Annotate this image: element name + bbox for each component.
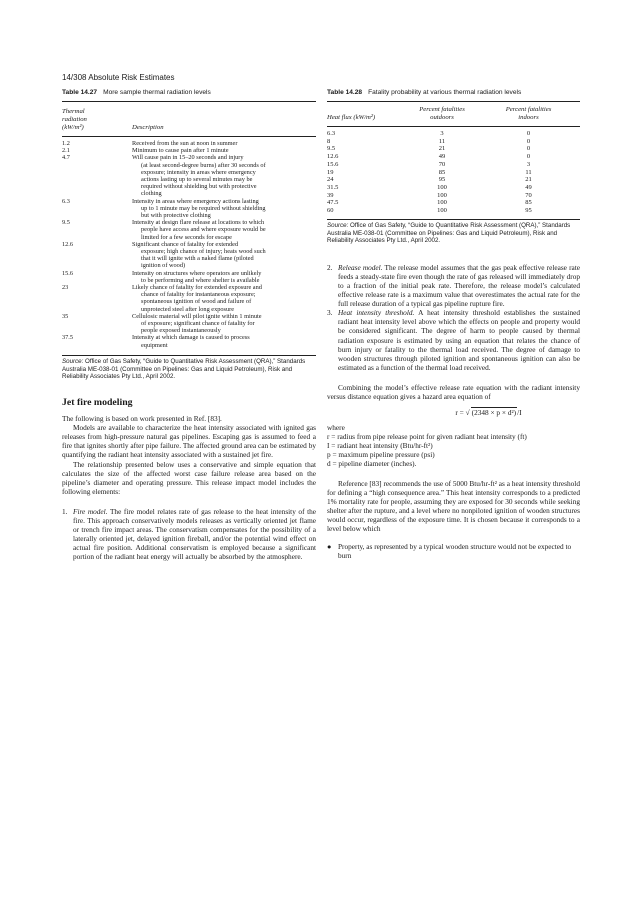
bullet-symbol: ● xyxy=(327,542,332,552)
table-28-label: Table 14.28 xyxy=(327,89,363,96)
table-27-title: More sample thermal radiation levels xyxy=(103,89,211,96)
description-line: Likely chance of fatality for extended exposure and xyxy=(132,284,262,292)
col2-header-line: outdoors xyxy=(430,114,454,121)
table-row xyxy=(327,192,580,200)
description-line: Will cause pain in 15–20 seconds and injury xyxy=(132,154,244,162)
col2-header-line: Percent fatalities xyxy=(419,106,465,113)
description-line: exposure; high chance of injury; heats wood such xyxy=(141,248,266,256)
table-28-col2-header xyxy=(407,106,477,122)
table-28-header xyxy=(327,102,580,126)
description-line: Cellulosic material will pilot ignite within 1 minute xyxy=(132,312,262,320)
table-27-label: Table 14.27 xyxy=(62,89,98,96)
description-line: to be performing and where shelter is available xyxy=(141,276,260,284)
description-line: of exposure; significant chance of fatality for xyxy=(141,320,255,328)
heat-flux-cell: 60 xyxy=(327,207,334,215)
description-line: Significant chance of fatality for extended xyxy=(132,240,239,248)
description-line: Received from the sun at noon in summer xyxy=(132,140,238,147)
list-title: Heat intensity threshold. xyxy=(338,308,415,318)
table-row xyxy=(327,199,580,207)
description-line: Intensity in areas where emergency actions lasting xyxy=(132,197,259,205)
bullet-text: Property, as represented by a typical wooden structure would not be expected to burn xyxy=(338,542,572,561)
list-text xyxy=(338,308,580,371)
description-line: required without shielding but with protective xyxy=(141,183,257,191)
list-text xyxy=(73,507,316,561)
indoor-fatality-cell: 85 xyxy=(525,199,532,207)
description-line: actions lasting up to several minutes may be xyxy=(141,176,253,184)
body-paragraph: The following is based on work presented in Ref. [83]. xyxy=(62,414,222,424)
equation-rhs: /I xyxy=(517,407,522,417)
table-row xyxy=(327,169,580,177)
sqrt-symbol: √ xyxy=(465,407,470,417)
heat-flux-cell: 8 xyxy=(327,137,331,145)
outdoor-fatality-cell: 70 xyxy=(438,160,446,168)
radiation-value: 12.6 xyxy=(62,240,74,248)
description-line: people exposed instantaneously xyxy=(141,327,221,335)
description-line: clothing xyxy=(141,190,162,198)
table-28-col3-header xyxy=(477,106,580,122)
outdoor-fatality-cell: 100 xyxy=(437,191,447,199)
table-row xyxy=(327,184,580,192)
indoor-fatality-cell: 11 xyxy=(525,168,532,176)
table-row xyxy=(62,270,316,284)
heat-flux-cell: 31.5 xyxy=(327,183,339,191)
source-label: Source: xyxy=(62,357,84,365)
table-28-caption xyxy=(327,89,580,96)
outdoor-fatality-cell: 21 xyxy=(438,145,446,153)
source-text: Office of Gas Safety, “Guide to Quantitative Risk Assessment (QRA),” Standards Australia ME-038-01 (Committee on Pipelines: Gas and Liquid Petroleum), Risk and Reliability Associates Pty Ltd., April 2002. xyxy=(62,357,306,381)
description-line: up to 1 minute may be required without shielding xyxy=(141,204,266,212)
where-label: where xyxy=(327,422,345,432)
table-27-col1-header xyxy=(62,108,132,132)
hazard-area-equation xyxy=(327,407,580,417)
description-line: equipment xyxy=(141,341,168,349)
indoor-fatality-cell: 3 xyxy=(526,160,531,168)
equation-lhs: r = xyxy=(455,407,466,417)
table-27-header xyxy=(62,102,316,136)
description-line: that it will ignite with a naked flame (piloted xyxy=(141,255,254,263)
section-heading: Jet fire modeling xyxy=(62,397,133,409)
col1-header-line: (kW/m²) xyxy=(62,124,84,131)
description-line: people have access and where exposure would be xyxy=(141,226,266,234)
list-body: The fire model relates rate of gas release to the heat intensity of the fire. This approach conservatively models releases as vertically oriented jet flame or trench fire impact areas. The conservatism compensates for the possibility of a laterally oriented jet, delayed ignition fireball, and/or the potential wind effect on actual fire position. Additional conservatism is employed because a significant portion of the radiant heat energy will actually be absorbed by the atmosphere. xyxy=(73,506,316,561)
table-row xyxy=(327,138,580,146)
col1-header-line: Thermal xyxy=(62,108,85,115)
table-row xyxy=(62,154,316,197)
reference-paragraph: Reference [83] recommends the use of 5000 Btu/hr-ft² as a heat intensity threshold for defining a “high consequence area.” This heat intensity corresponds to a predicted 1% mortality rate for people, assuming they are exposed for 30 seconds while seeking shelter after the rupture, and a level where no nonpiloted ignition of wooden structures would occur, regardless of the exposure time. It is chosen because it corresponds to a level below which xyxy=(327,479,580,534)
description-cell xyxy=(132,334,316,348)
heat-flux-cell: 9.5 xyxy=(327,145,336,153)
description-cell xyxy=(132,198,316,220)
table-row xyxy=(62,219,316,241)
indoor-fatality-cell: 0 xyxy=(526,145,531,153)
table-row xyxy=(62,147,316,154)
table-row xyxy=(327,145,580,153)
list-number: 2. xyxy=(327,263,333,273)
table-row xyxy=(327,153,580,161)
col3-header-line: indoors xyxy=(518,114,539,121)
table-row xyxy=(62,334,316,348)
col1-header-line: radiation xyxy=(62,116,87,123)
definition-line: r = radius from pipe release point for given radiant heat intensity (ft) xyxy=(327,431,527,441)
outdoor-fatality-cell: 3 xyxy=(440,130,444,137)
description-cell xyxy=(132,140,316,147)
heat-flux-cell: 24 xyxy=(327,176,334,184)
radiation-value: 2.1 xyxy=(62,147,70,155)
list-item xyxy=(327,263,580,308)
table-row xyxy=(62,284,316,313)
description-line: spontaneous ignition of wood and failure of xyxy=(141,298,252,306)
outdoor-fatality-cell: 11 xyxy=(438,137,446,145)
description-line: (at least second-degree burns) after 30 seconds of xyxy=(141,161,266,169)
radiation-value: 35 xyxy=(62,312,69,320)
list-title: Fire model. xyxy=(73,506,108,516)
outdoor-fatality-cell: 100 xyxy=(437,207,447,215)
body-paragraph: The relationship presented below uses a conservative and simple equation that calculates the size of the affected worst case failure release area based on the pipeline’s diameter and operating pressure. This release impact model includes the following elements: xyxy=(62,459,316,496)
table-28-source xyxy=(327,222,580,245)
description-cell xyxy=(132,147,316,154)
table-27-col2-header: Description xyxy=(132,124,164,131)
description-cell xyxy=(132,154,316,197)
description-line: Intensity at which damage is caused to process xyxy=(132,334,250,342)
list-item xyxy=(62,507,316,561)
definition-line: d = pipeline diameter (inches). xyxy=(327,458,417,468)
bullet-item xyxy=(327,542,580,560)
indoor-fatality-cell: 95 xyxy=(525,207,532,215)
indoor-fatality-cell: 70 xyxy=(525,191,532,199)
outdoor-fatality-cell: 100 xyxy=(437,199,447,207)
table-row xyxy=(327,207,580,215)
outdoor-fatality-cell: 95 xyxy=(438,176,446,184)
description-line: Intensity at design flare release at locations to which xyxy=(132,219,265,227)
description-cell xyxy=(132,241,316,270)
source-label: Source: xyxy=(327,221,349,229)
radiation-value: 4.7 xyxy=(62,154,70,162)
equation-radicand: (2348 × p × d²) xyxy=(471,407,517,417)
table-27-source xyxy=(62,358,316,381)
indoor-fatality-cell: 0 xyxy=(526,130,531,137)
description-line: Minimum to cause pain after 1 minute xyxy=(132,147,229,155)
heat-flux-cell: 39 xyxy=(327,191,334,199)
table-28-title: Fatality probability at various thermal radiation levels xyxy=(368,89,522,96)
description-line: limited for a few seconds for escape xyxy=(141,233,232,241)
description-cell xyxy=(132,284,316,313)
table-row xyxy=(327,176,580,184)
heat-flux-cell: 19 xyxy=(327,168,334,176)
description-line: chance of fatality for instantaneous exposure; xyxy=(141,291,256,299)
outdoor-fatality-cell: 49 xyxy=(438,153,446,161)
body-paragraph: Models are available to characterize the heat intensity associated with ignited gas releases from high-pressure natural gas pipelines. Escaping gas is assumed to feed a fire that ignites shortly after pipe failure. The affected ground area can be estimated by quantifying the radiant heat intensity associated with a sustained jet fire. xyxy=(62,423,316,460)
list-number: 1. xyxy=(62,506,68,516)
list-text xyxy=(338,263,580,308)
indoor-fatality-cell: 0 xyxy=(526,153,531,161)
table-28-bottom-rule xyxy=(327,219,580,220)
radiation-value: 15.6 xyxy=(62,269,74,277)
list-number: 3. xyxy=(327,308,333,318)
table-row xyxy=(327,130,580,138)
description-line: Intensity on structures where operators are unlikely xyxy=(132,269,262,277)
table-row xyxy=(62,198,316,220)
definition-line: p = maximum pipeline pressure (psi) xyxy=(327,449,435,459)
description-line: ignition of wood) xyxy=(141,262,186,270)
radiation-value: 9.5 xyxy=(62,219,70,227)
heat-flux-cell: 6.3 xyxy=(327,130,336,137)
description-line: but with protective clothing xyxy=(141,212,211,220)
indoor-fatality-cell: 49 xyxy=(525,183,532,191)
running-head: 14/308 Absolute Risk Estimates xyxy=(62,73,175,82)
definition-line: I = radiant heat intensity (Btu/hr-ft²) xyxy=(327,440,433,450)
equation-intro: Combining the model’s effective release rate equation with the radiant intensity versus distance equation gives a hazard area equation of xyxy=(327,382,580,401)
table-row xyxy=(62,241,316,270)
table-row xyxy=(327,161,580,169)
description-line: exposure; intensity in areas where emergency xyxy=(141,168,256,176)
table-28-col1-header: Heat flux (kW/m²) xyxy=(327,114,376,121)
description-line: unprotected steel after long exposure xyxy=(141,305,235,313)
description-cell xyxy=(132,313,316,335)
list-body: The release model assumes that the gas peak effective release rate feeds a steady-state fire even though the rate of gas released will immediately drop to a fraction of the initial peak rate. Therefore, the release model’s calculated effective release rate is a maximum value that overestimates the actual rate for the full release duration of a typical gas pipeline rupture fire. xyxy=(338,263,580,309)
table-row xyxy=(62,140,316,147)
list-title: Release model. xyxy=(338,263,383,273)
table-row xyxy=(62,313,316,335)
table-27-body xyxy=(62,137,316,355)
table-28-body xyxy=(327,127,580,219)
list-item xyxy=(327,308,580,371)
outdoor-fatality-cell: 85 xyxy=(438,168,446,176)
list-body: A heat intensity threshold establishes the sustained radiant heat intensity level above which the effects on people and property would be considered significant. The degree of harm to people caused by thermal radiation exposure is estimated by using an equation that relates the chance of burn injury or fatality to the thermal load received. The degree of damage to wooden structures through piloted ignition and spontaneous ignition can also be estimated as a function of the thermal load received. xyxy=(338,308,580,372)
radiation-value: 23 xyxy=(62,284,69,292)
heat-flux-cell: 47.5 xyxy=(327,199,339,207)
heat-flux-cell: 12.6 xyxy=(327,153,339,161)
col3-header-line: Percent fatalities xyxy=(505,106,552,113)
heat-flux-cell: 15.6 xyxy=(327,160,339,168)
description-cell xyxy=(132,270,316,284)
outdoor-fatality-cell: 100 xyxy=(437,183,447,191)
indoor-fatality-cell: 0 xyxy=(526,137,531,145)
left-column xyxy=(62,89,316,561)
spacer xyxy=(327,245,580,263)
right-column xyxy=(327,89,580,560)
description-cell xyxy=(132,219,316,241)
radiation-value: 1.2 xyxy=(62,140,70,147)
indoor-fatality-cell: 21 xyxy=(525,176,532,184)
source-text: Office of Gas Safety, “Guide to Quantitative Risk Assessment (QRA),” Standards Australia ME-038-01 (Committee on Pipelines: Gas and Liquid Petroleum), Risk and Reliability Associates Pty Ltd., April 2002. xyxy=(327,221,571,245)
radiation-value: 37.5 xyxy=(62,334,74,342)
table-27-bottom-rule xyxy=(62,355,316,356)
table-27-caption xyxy=(62,89,316,96)
radiation-value: 6.3 xyxy=(62,197,70,205)
